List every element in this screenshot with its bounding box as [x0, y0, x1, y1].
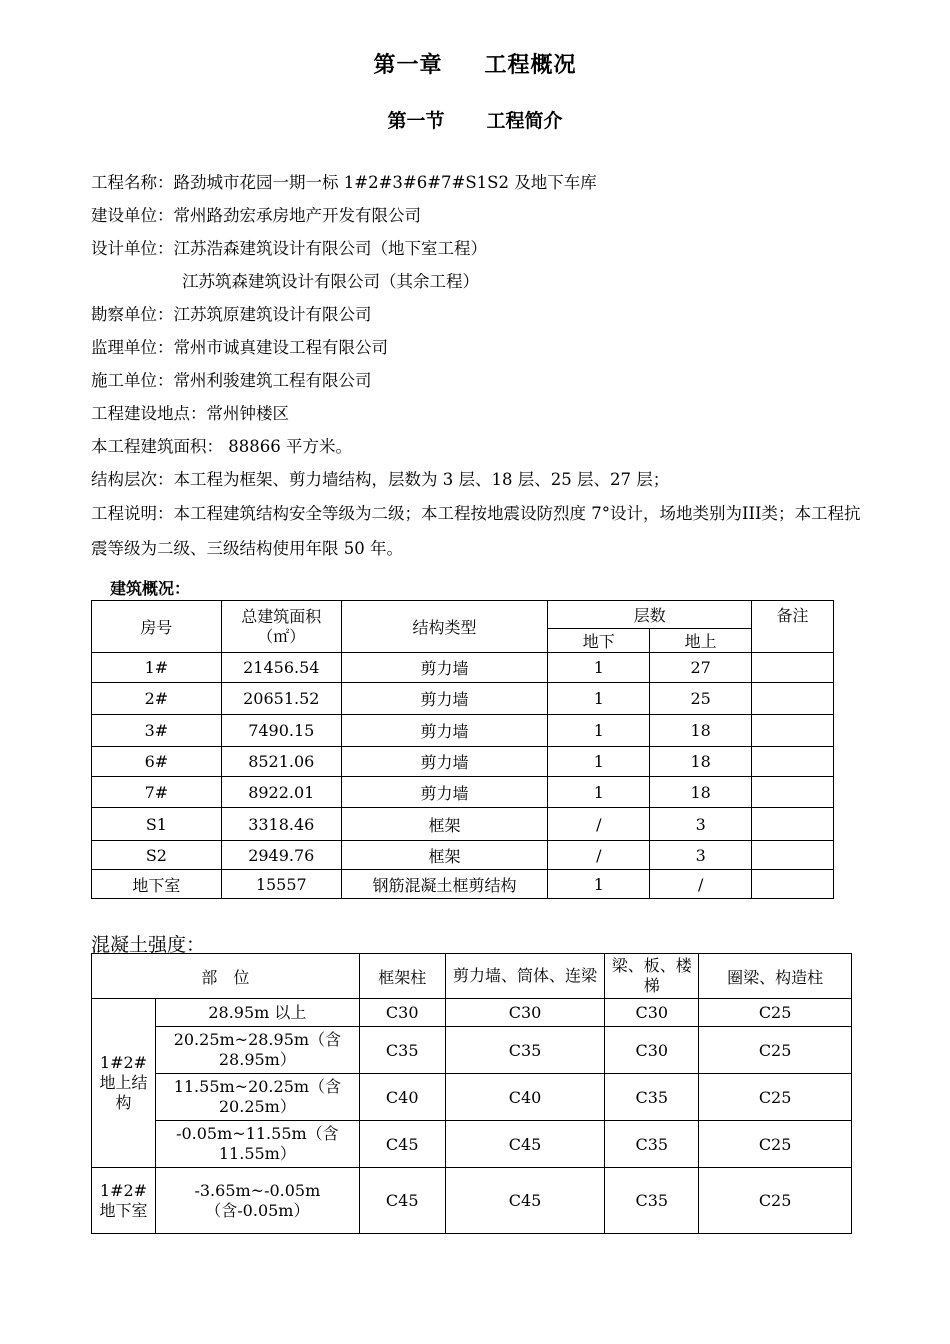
survey-unit: 勘察单位：江苏筑原建筑设计有限公司	[91, 305, 372, 324]
structure-cell: 钢筋混凝土框剪结构	[341, 870, 548, 899]
elevation-range-cell: -0.05m~11.55m（含11.55m）	[155, 1121, 359, 1168]
room-cell: 3#	[92, 715, 222, 747]
project-location: 工程建设地点：常州钟楼区	[91, 404, 289, 423]
ring-beam-grade-cell: C25	[699, 1121, 852, 1168]
group-label-cell: 1#2#地上结构	[92, 999, 156, 1168]
project-name: 工程名称：路劲城市花园一期一标 1#2#3#6#7#S1S2 及地下车库	[91, 173, 597, 192]
remarks-cell	[752, 715, 834, 747]
structure-cell: 框架	[341, 808, 548, 841]
structure-cell: 剪力墙	[341, 777, 548, 808]
header-frame-column: 框架柱	[359, 954, 445, 999]
room-cell: 地下室	[92, 870, 222, 899]
ring-beam-grade-cell: C25	[699, 1168, 852, 1234]
beam-slab-grade-cell: C35	[605, 1168, 699, 1234]
beam-slab-grade-cell: C30	[605, 999, 699, 1027]
floors-below-cell: 1	[548, 653, 650, 683]
frame-column-grade-cell: C35	[359, 1027, 445, 1074]
table-row	[92, 841, 834, 870]
frame-column-grade-cell: C45	[359, 1121, 445, 1168]
floors-below-cell: 1	[548, 777, 650, 808]
area-cell: 3318.46	[221, 808, 341, 841]
structure-cell: 剪力墙	[341, 683, 548, 715]
beam-slab-grade-cell: C35	[605, 1121, 699, 1168]
header-beam-slab: 梁、板、楼梯	[605, 954, 699, 999]
beam-slab-grade-cell: C35	[605, 1074, 699, 1121]
floors-above-cell: /	[650, 870, 752, 899]
chapter-title	[0, 48, 950, 79]
header-room: 房号	[92, 601, 222, 653]
floors-below-cell: 1	[548, 715, 650, 747]
floors-above-cell: 3	[650, 808, 752, 841]
area-cell: 15557	[221, 870, 341, 899]
builder-unit: 建设单位：常州路劲宏承房地产开发有限公司	[91, 206, 421, 225]
remarks-cell	[752, 653, 834, 683]
elevation-range-cell: -3.65m~-0.05m（含-0.05m）	[155, 1168, 359, 1234]
floors-above-cell: 18	[650, 777, 752, 808]
floors-below-cell: 1	[548, 683, 650, 715]
header-area: 总建筑面积（㎡）	[221, 601, 341, 653]
area-cell: 8521.06	[221, 747, 341, 777]
shear-wall-grade-cell: C30	[445, 999, 605, 1027]
floors-above-cell: 18	[650, 715, 752, 747]
floors-above-cell: 27	[650, 653, 752, 683]
table-row	[92, 1168, 852, 1234]
table-row	[92, 870, 834, 899]
floors-below-cell: /	[548, 808, 650, 841]
elevation-range-cell: 20.25m~28.95m（含28.95m）	[155, 1027, 359, 1074]
header-ring-beam: 圈梁、构造柱	[699, 954, 852, 999]
section-number: 第一节	[387, 110, 445, 132]
remarks-cell	[752, 683, 834, 715]
header-structure: 结构类型	[341, 601, 548, 653]
table-row	[92, 683, 834, 715]
group-label-cell: 1#2#地下室	[92, 1168, 156, 1234]
remarks-cell	[752, 747, 834, 777]
design-unit-2: 江苏筑森建筑设计有限公司（其余工程）	[182, 272, 479, 291]
area-cell: 20651.52	[221, 683, 341, 715]
structure-cell: 剪力墙	[341, 715, 548, 747]
header-remarks: 备注	[752, 601, 834, 653]
ring-beam-grade-cell: C25	[699, 1074, 852, 1121]
room-cell: 6#	[92, 747, 222, 777]
shear-wall-grade-cell: C45	[445, 1121, 605, 1168]
construction-unit: 施工单位：常州利骏建筑工程有限公司	[91, 371, 372, 390]
building-overview-heading: 建筑概况：	[110, 579, 191, 598]
room-cell: 7#	[92, 777, 222, 808]
header-below: 地下	[548, 629, 650, 653]
beam-slab-grade-cell: C30	[605, 1027, 699, 1074]
frame-column-grade-cell: C45	[359, 1168, 445, 1234]
area-cell: 7490.15	[221, 715, 341, 747]
supervision-unit: 监理单位：常州市诚真建设工程有限公司	[91, 338, 388, 357]
floors-below-cell: 1	[548, 870, 650, 899]
header-part: 部 位	[92, 954, 360, 999]
room-cell: 1#	[92, 653, 222, 683]
structure-cell: 剪力墙	[341, 653, 548, 683]
project-info	[91, 166, 871, 566]
table-row	[92, 808, 834, 841]
header-above: 地上	[650, 629, 752, 653]
floors-above-cell: 25	[650, 683, 752, 715]
concrete-heading: 混凝土强度：	[91, 934, 206, 956]
table-row	[92, 653, 834, 683]
remarks-cell	[752, 777, 834, 808]
table-row	[92, 777, 834, 808]
floors-above-cell: 18	[650, 747, 752, 777]
ring-beam-grade-cell: C25	[699, 999, 852, 1027]
building-area: 本工程建筑面积： 88866 平方米。	[91, 437, 352, 456]
remarks-cell	[752, 808, 834, 841]
table-row	[92, 715, 834, 747]
concrete-strength-table	[91, 953, 852, 1234]
table-row	[92, 1121, 852, 1168]
shear-wall-grade-cell: C45	[445, 1168, 605, 1234]
floors-below-cell: 1	[548, 747, 650, 777]
elevation-range-cell: 11.55m~20.25m（含20.25m）	[155, 1074, 359, 1121]
ring-beam-grade-cell: C25	[699, 1027, 852, 1074]
structure-cell: 框架	[341, 841, 548, 870]
section-title	[0, 106, 950, 133]
header-floors: 层数	[548, 601, 752, 629]
remarks-cell	[752, 841, 834, 870]
area-cell: 2949.76	[221, 841, 341, 870]
room-cell: S1	[92, 808, 222, 841]
chapter-name: 工程概况	[484, 53, 577, 78]
structure-cell: 剪力墙	[341, 747, 548, 777]
floors-below-cell: /	[548, 841, 650, 870]
area-cell: 8922.01	[221, 777, 341, 808]
frame-column-grade-cell: C30	[359, 999, 445, 1027]
design-unit-1: 设计单位：江苏浩森建筑设计有限公司（地下室工程）	[91, 239, 487, 258]
building-overview-table	[91, 600, 834, 899]
shear-wall-grade-cell: C35	[445, 1027, 605, 1074]
elevation-range-cell: 28.95m 以上	[155, 999, 359, 1027]
table-row	[92, 1027, 852, 1074]
chapter-number: 第一章	[373, 53, 443, 78]
section-name: 工程简介	[486, 110, 563, 132]
structure-levels: 结构层次：本工程为框架、剪力墙结构，层数为 3 层、18 层、25 层、27 层；	[91, 470, 670, 489]
frame-column-grade-cell: C40	[359, 1074, 445, 1121]
room-cell: 2#	[92, 683, 222, 715]
table-row	[92, 1074, 852, 1121]
shear-wall-grade-cell: C40	[445, 1074, 605, 1121]
table-row	[92, 747, 834, 777]
area-cell: 21456.54	[221, 653, 341, 683]
table-row	[92, 999, 852, 1027]
remarks-cell	[752, 870, 834, 899]
header-shear-wall: 剪力墙、筒体、连梁	[445, 954, 605, 999]
room-cell: S2	[92, 841, 222, 870]
floors-above-cell: 3	[650, 841, 752, 870]
project-notes: 工程说明：本工程建筑结构安全等级为二级；本工程按地震设防烈度 7°设计，场地类别为III类；本工程抗震等级为二级、三级结构使用年限 50 年。	[91, 504, 861, 558]
